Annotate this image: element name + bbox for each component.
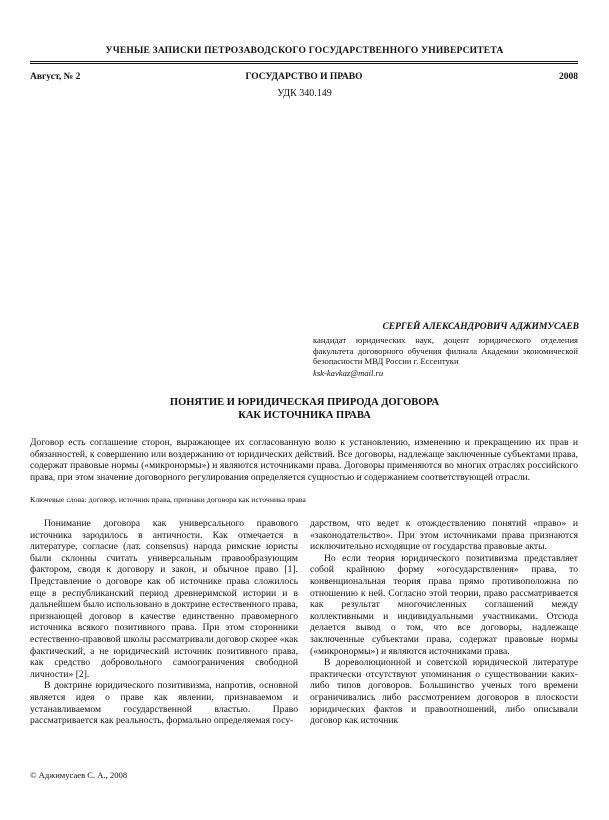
abstract: Договор есть соглашение сторон, выражающее их согласованную волю к установлению, изменению и прекращению их прав и обязанностей, к совершению или воздержанию от юридических действий. Все договоры, надлежаще заключенные субъектами права, содержат правовые нормы («микронормы») и являются источниками права. Договоры применяются во многих отраслях российского права, при этом значение договорного регулирования определяется сущностью и содержанием соответствующей отрасли.: [30, 437, 578, 484]
udk-code: УДК 340.149: [277, 88, 332, 99]
issue-year: 2008: [559, 72, 578, 82]
header-rule: [30, 61, 578, 62]
copyright-notice: © Аджимусаев С. А., 2008: [30, 770, 128, 780]
article-title: [0, 396, 609, 422]
body-paragraph: Понимание договора как универсального правового источника зародилось в античности. Как отмечается в литературе, согласие (лат. consensus) народа римские юристы были склонны считать универсальным правообразующим фактором, сводя к договору и закон, и обычное право [1]. Представление о договоре как об источнике права сложилось еще в республиканский период древнеримской истории и в дальнейшем было использовано в доктрине естественного права, признающей договор в качестве единственно правомерного источника всякого позитивного права. При этом сторонники естественно-правовой школы рассматривали договор скорее «как фактический, а не юридический источник позитивного права, как средство добровольного самоограничения свободной личности» [2].: [30, 518, 298, 680]
body-paragraph: В дореволюционной и советской юридической литературе практически отсутствуют упоминания о существовании каких-либо типов договоров. Большинство ученых того времени ограничивались либо рассмотрением договоров в плоскости юридических фактов и правоотношений, либо описывали договор как источник: [310, 657, 578, 727]
author-affiliation: кандидат юридических наук, доцент юридического отделения факультета договорного обучения филиала Академии экономической безопасности МВД России г. Ессентуки: [313, 335, 578, 367]
article-title-line-2: КАК ИСТОЧНИКА ПРАВА: [238, 410, 371, 421]
issue-number: Август, № 2: [30, 72, 81, 82]
article-title-line-1: ПОНЯТИЕ И ЮРИДИЧЕСКАЯ ПРИРОДА ДОГОВОРА: [169, 397, 440, 408]
author-email[interactable]: ksk-kavkaz@mail.ru: [313, 368, 384, 378]
section-name: ГОСУДАРСТВО И ПРАВО: [245, 72, 363, 82]
journal-title: УЧЕНЫЕ ЗАПИСКИ ПЕТРОЗАВОДСКОГО ГОСУДАРСТВЕННОГО УНИВЕРСИТЕТА: [105, 46, 504, 56]
author-name: СЕРГЕЙ АЛЕКСАНДРОВИЧ АДЖИМУСАЕВ: [382, 322, 579, 332]
body-paragraph: В доктрине юридического позитивизма, напротив, основной является идея о праве как явлении, признаваемом и устанавливаемом государственной властью. Право рассматривается как реальность, формально определяемая госу-: [30, 680, 298, 727]
body-column-left: [30, 518, 298, 727]
header-rule-double: [30, 63, 578, 64]
keywords: Ключевые слова: договор, источник права, признаки договора как источника права: [30, 495, 306, 504]
body-paragraph: Но если теория юридического позитивизма представляет собой крайнюю форму «огосударствления» права, то конвенциональная теория права прямо противоположна по отношению к ней. Согласно этой теории, право рассматривается как результат многочисленных соглашений между коллективными и индивидуальными участниками. Отсюда делается вывод о том, что все договоры, надлежаще заключенные субъектами права, содержат правовые нормы («микронормы») и являются источниками права.: [310, 552, 578, 657]
body-column-right: [310, 518, 578, 727]
body-paragraph-continued: дарством, что ведет к отождествлению понятий «право» и «законодательство». При этом источниками права признаются исключительно исходящие от государства правовые акты.: [310, 518, 578, 553]
